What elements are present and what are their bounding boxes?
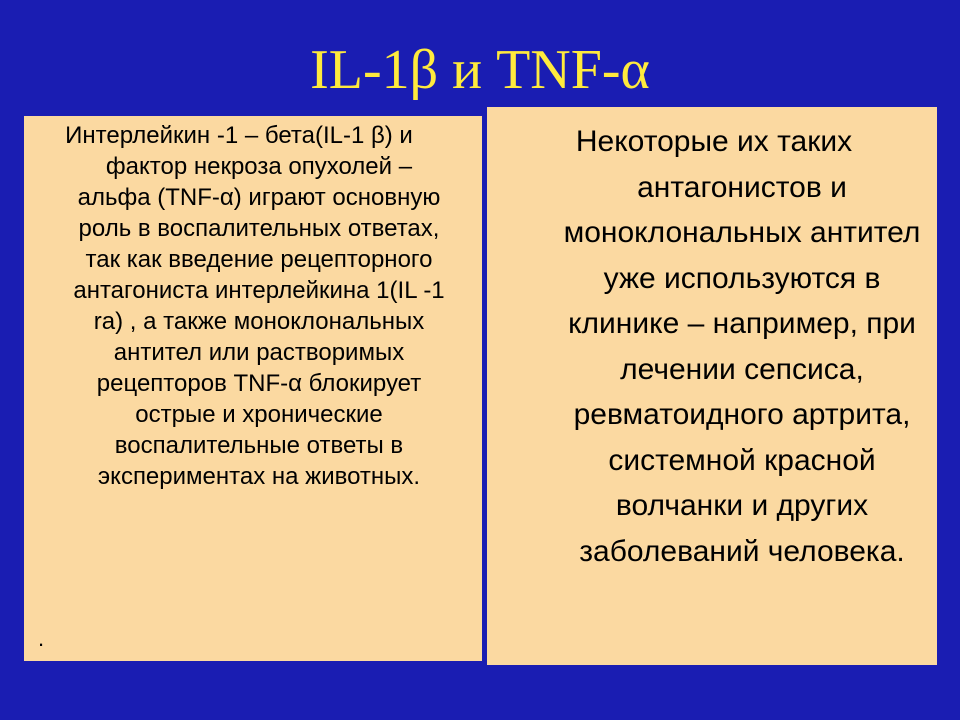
right-panel-text: Некоторые их таких антагонистов и моноклональных антител уже используются в клинике – например, при лечении сепсиса, ревматоидного артрита, системной красной волчанки и других заболеваний человека.	[563, 125, 921, 568]
left-panel-text: Интерлейкин -1 – бета(IL-1 β) и фактор некроза опухолей –альфа (TNF-α) играют основную роль в воспалительных ответах, так как введение рецепторного антагониста интерлейкина 1(IL -1 ra) , а также моноклональных антител или растворимых рецепторов TNF-α блокирует острые и хронические воспалительные ответы в экспериментах на животных.	[65, 122, 445, 490]
right-text-panel	[487, 107, 937, 665]
left-text-panel	[24, 116, 482, 661]
slide-title: IL-1β и TNF-α	[310, 39, 650, 101]
left-panel-footer-mark: .	[38, 626, 45, 651]
